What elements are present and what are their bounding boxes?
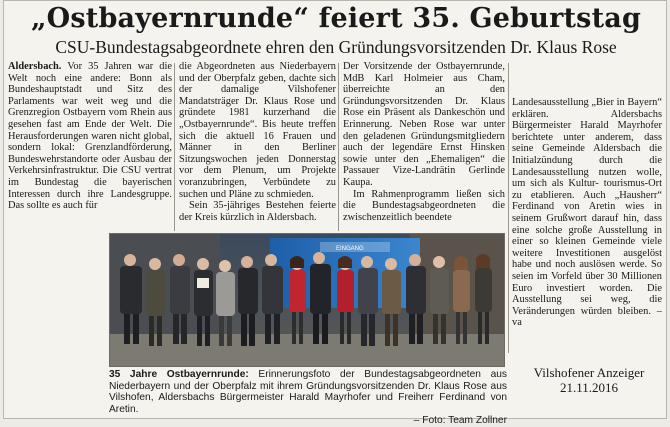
group-photo: [109, 233, 505, 367]
column-divider: [174, 63, 175, 231]
article-column-1: [8, 61, 172, 212]
column-1-text: Vor 35 Jahren war die Welt noch eine andere: Bonn als Bundeshauptstadt und Sitz des Parlaments war weit weg und die Grenzregion Ostbayern vom Rhein aus gesehen fast am Ende der Welt. Die Herausforderungen waren nicht global, sondern lokal: Grenzlandförderung, Bundeswehrstandorte oder Ausbau der Verkehrsinfrastruktur. Die CSU vertrat im Bundestag die bayerischen Interessen durch ihre Landesgruppe. Das sollte es auch für: [8, 61, 172, 212]
article-column-3: [343, 61, 505, 223]
source-block: [519, 365, 659, 395]
column-3-text-b: Im Rahmenprogramm ließen sich die Bundestagsabgeordneten die zwischenzeitlich beendete: [343, 188, 505, 223]
dateline: Aldersbach.: [8, 61, 62, 72]
photo-caption: [109, 369, 507, 427]
caption-lead: 35 Jahre Ostbayernrunde:: [109, 369, 249, 380]
photo-credit: – Foto: Team Zollner: [413, 415, 507, 427]
column-3-text: Der Vorsitzende der Ostbayernrunde, MdB Karl Holmeier aus Cham, überreichte an den Gründungsvorsitzenden Dr. Klaus Rose ein Präsent als Dankeschön und Erinnerung. Neben Rose war unter den geladenen Gründungsmitgliedern auch der legendäre Ernst Hinsken sowie unter den „Ehemaligen“ die Passauer Vize-Landrätin Gerlinde Kaupa.: [343, 61, 505, 188]
headline: „Ostbayernrunde“ feiert 35. Geburtstag: [30, 3, 642, 34]
article-column-4: [512, 97, 662, 329]
column-2-text: die Abgeordneten aus Niederbayern und der Oberpfalz geben, dachte sich der damalige Vilshofener Mandatsträger Dr. Klaus Rose und gründete 1981 kurzerhand die „Ostbayernrunde“. Bis heute treffen sich die aktuell 16 Frauen und Männer in den Berliner Sitzungswochen jeden Donnerstag vor dem Plenum, um Projekte voranzubringen, Verbündete zu suchen und Pläne zu schmieden.: [179, 61, 336, 200]
column-divider: [338, 63, 339, 231]
subheadline: CSU-Bundestagsabgeordnete ehren den Gründungsvorsitzenden Dr. Klaus Rose: [55, 37, 617, 57]
newspaper-clipping: [3, 0, 667, 427]
column-divider: [508, 63, 509, 353]
article-column-2: [179, 61, 336, 223]
column-4-text: Landesausstellung „Bier in Bayern“ erklären. Aldersbachs Bürgermeister Harald Mayrhofer berichtete unter anderem, dass seine Gemeinde Aldersbach die Initialzündung durch die Landesausstellung nutzen wolle, um sich als Kultur- tourismus-Ort zu etablieren. Auch „Hausherr“ Ferdinand von Aretin wies in seinem Grußwort darauf hin, dass eine solche große Ausstellung in einer so kleinen Gemeinde viele weitere Investitionen ausgelöst habe und noch auslösen werde. So seien im Vorfeld über 30 Millionen Euro investiert worden. Die Ausstellung sei weg, die Veränderungen würden bleiben. – va: [512, 97, 662, 329]
column-2-text-b: Sein 35-jähriges Bestehen feierte der Kreis kürzlich in Aldersbach.: [179, 200, 336, 223]
source-date: 21.11.2016: [559, 380, 619, 395]
entrance-banner-text: EINGANG: [336, 246, 364, 252]
source-newspaper: Vilshofener Anzeiger: [533, 365, 645, 380]
caption-text: Erinnerungsfoto der Bundestagsabgeordneten aus Niederbayern und der Oberpfalz mit ihrem Gründungsvorsitzenden Dr. Klaus Rose aus Vilshofen, Aldersbachs Bürgermeister Harald Mayrhofer und Freiherr Ferdinand von Aretin.: [109, 369, 507, 415]
